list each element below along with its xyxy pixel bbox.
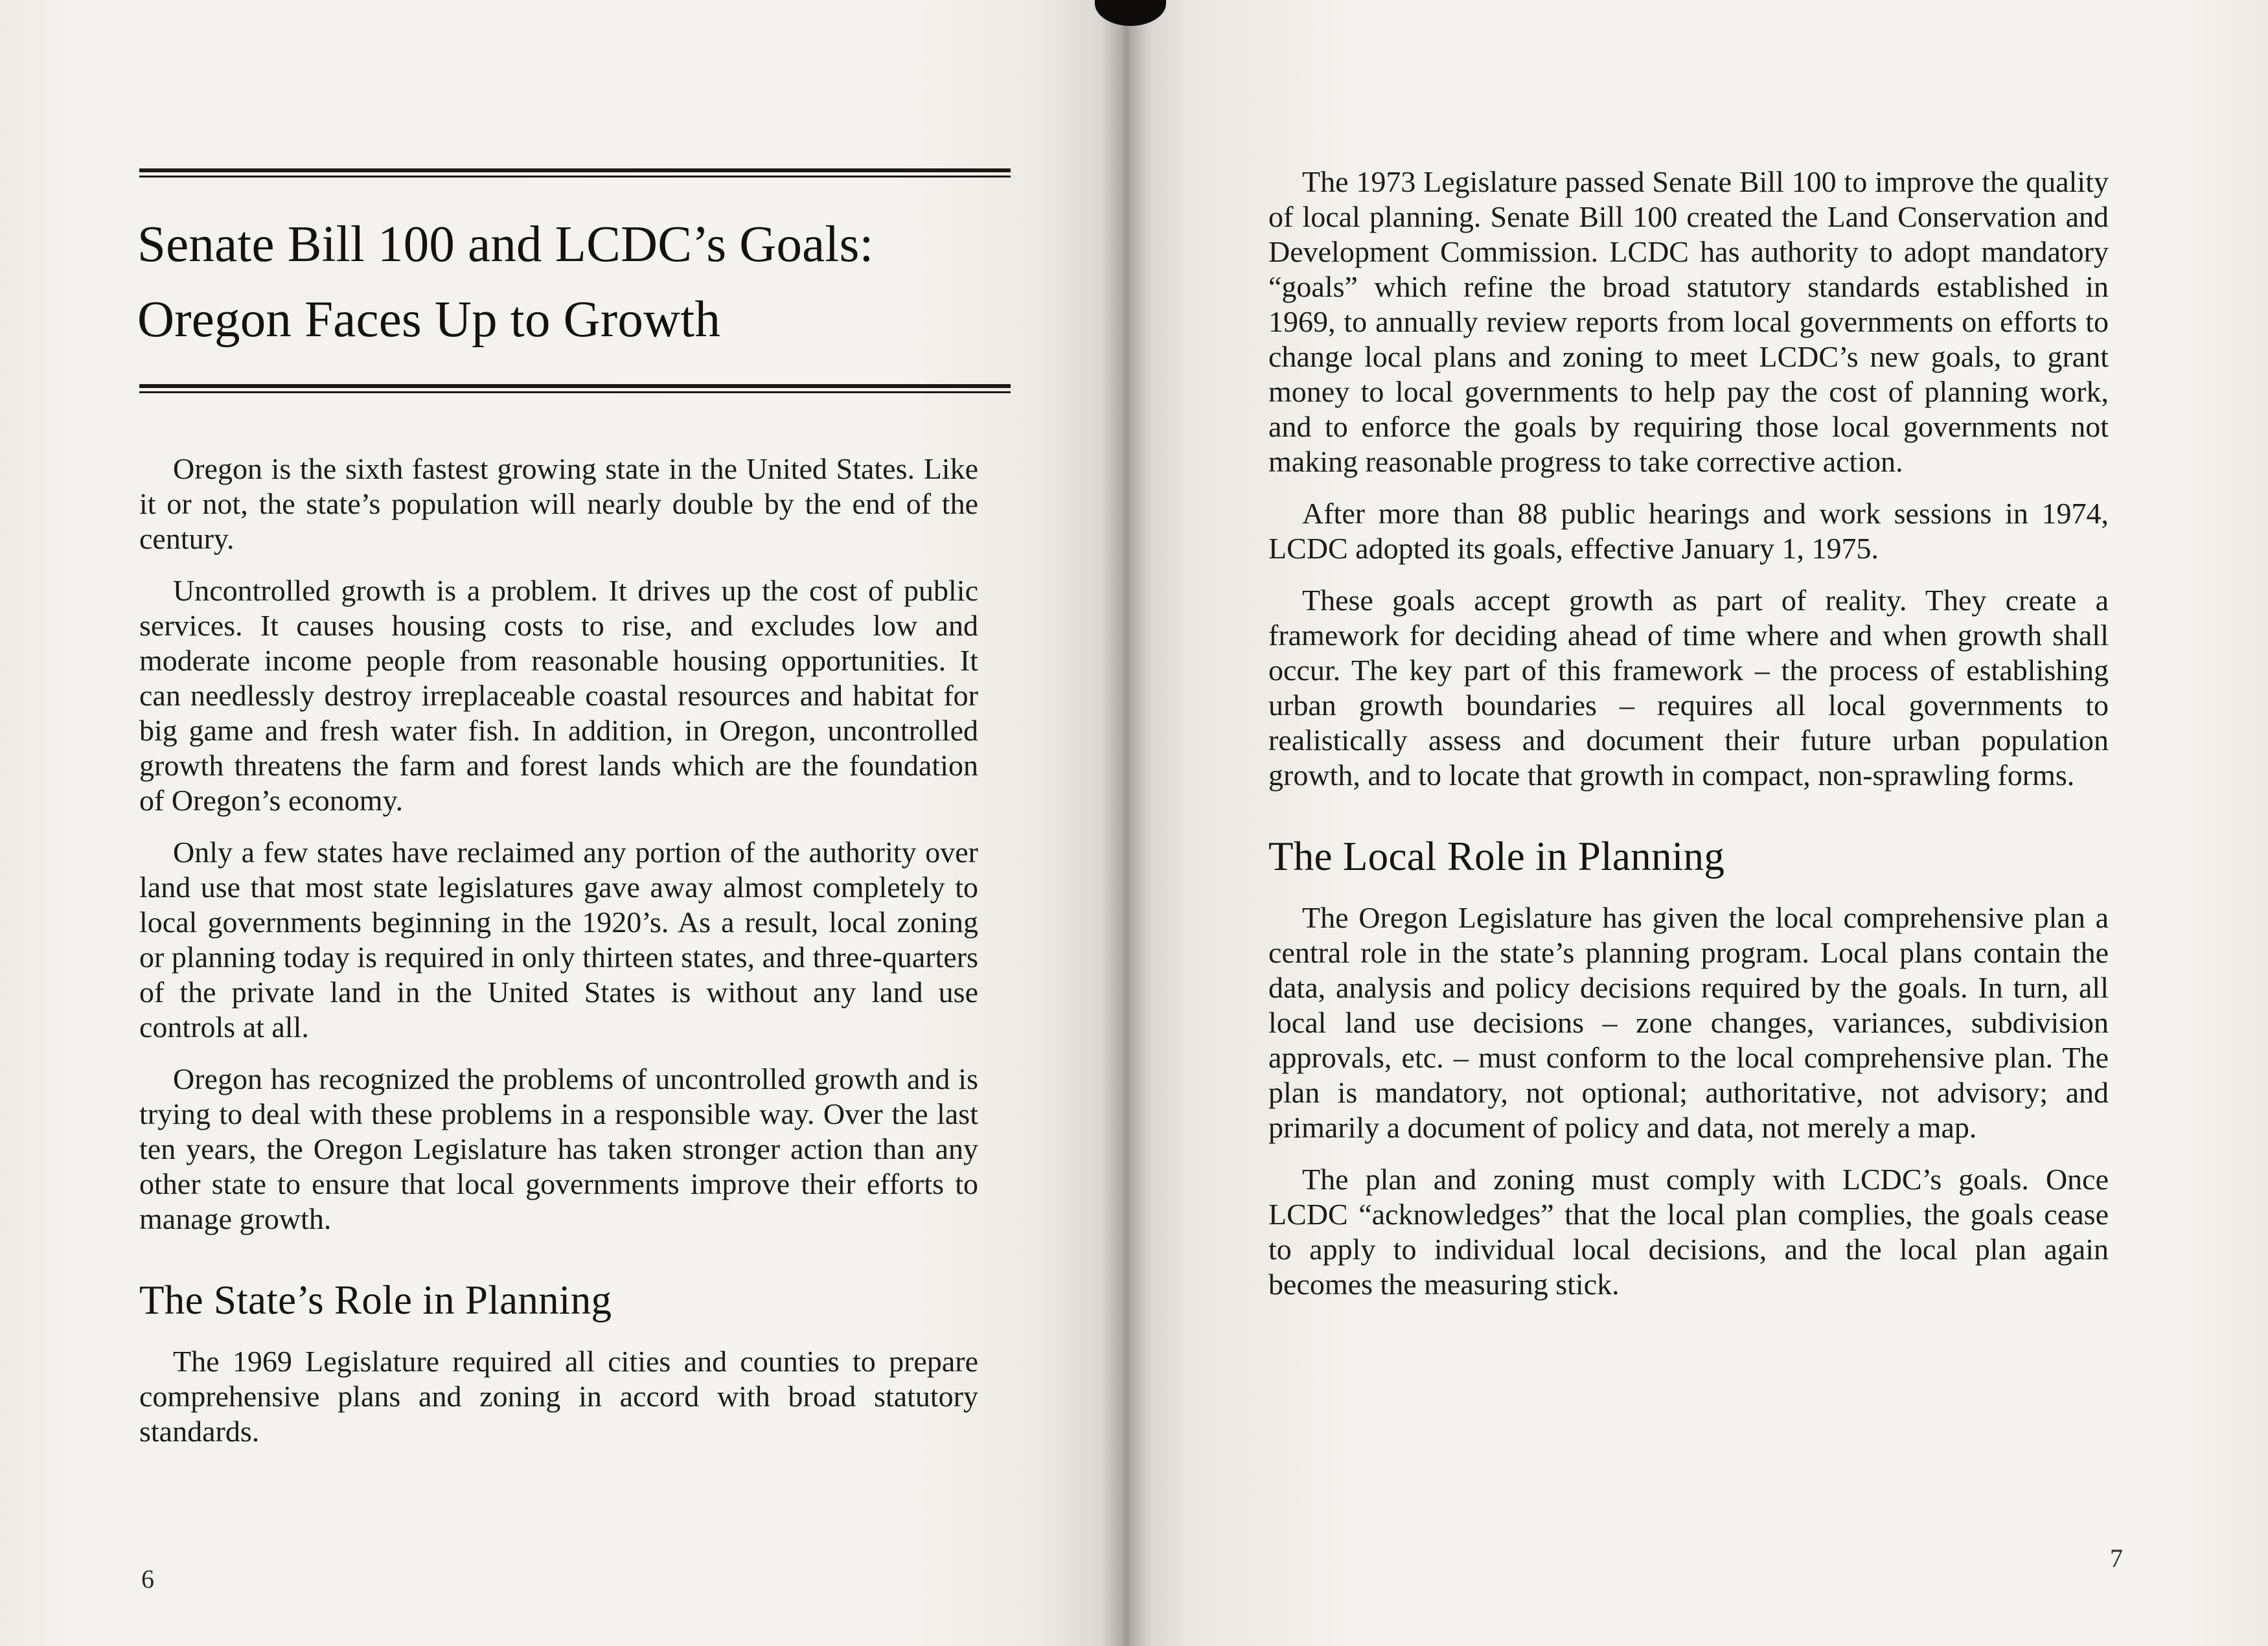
paragraph-uncontrolled-growth: Uncontrolled growth is a problem. It drives up the cost of public services. It causes housing costs to rise, and excludes low and moderate income people from reasonable housing opportunities. It can needlessly destroy irreplaceable coastal resources and habitat for big game and fresh water fish. In addition, in Oregon, uncontrolled growth threatens the farm and forest lands which are the foundation of Oregon’s economy. [139, 574, 978, 817]
title-line-2: Oregon Faces Up to Growth [137, 291, 721, 348]
right-page [1123, 0, 2268, 1646]
paragraph-1969-legislature: The 1969 Legislature required all cities and counties to prepare comprehensive plans and zoning in accord with broad statutory standards. [139, 1345, 978, 1448]
page-number-left: 6 [141, 1564, 154, 1594]
paragraph-goals-framework: These goals accept growth as part of reality. They create a framework for deciding ahead of time where and when growth shall occur. The key part of this framework – the process of establishing urban growth boundaries – requires all local governments to realistically assess and document their future urban population growth, and to locate that growth in compact, non-sprawling forms. [1268, 584, 2109, 792]
subheading-local-role: The Local Role in Planning [1268, 834, 1725, 879]
left-page [0, 0, 1123, 1646]
paragraph-oregon-response: Oregon has recognized the problems of uncontrolled growth and is trying to deal with these problems in a responsible way. Over the last ten years, the Oregon Legislature has taken stronger action than any other state to ensure that local governments improve their efforts to manage growth. [139, 1062, 978, 1235]
title-rule-bottom [139, 384, 1011, 393]
page-title [137, 207, 1018, 358]
subheading-state-role: The State’s Role in Planning [139, 1277, 612, 1323]
paragraph-comprehensive-plan: The Oregon Legislature has given the local comprehensive plan a central role in the state’s planning program. Local plans contain the data, analysis and policy decisions required by the goals. In turn, all local land use decisions – zone changes, variances, subdivision approvals, etc. – must conform to the local comprehensive plan. The plan is mandatory, not optional; authoritative, not advisory; and primarily a document of policy and data, not merely a map. [1268, 901, 2109, 1144]
left-text-column [139, 452, 978, 1466]
paragraph-growth-rate: Oregon is the sixth fastest growing state in the United States. Like it or not, the state’s population will nearly double by the end of the century. [139, 452, 978, 555]
title-rule-top [139, 168, 1011, 177]
title-line-1: Senate Bill 100 and LCDC’s Goals: [137, 216, 874, 273]
paragraph-public-hearings: After more than 88 public hearings and work sessions in 1974, LCDC adopted its goals, effective January 1, 1975. [1268, 497, 2109, 565]
paragraph-senate-bill-100: The 1973 Legislature passed Senate Bill 100 to improve the quality of local planning. Senate Bill 100 created the Land Conservation and Development Commission. LCDC has authority to adopt mandatory “goals” which refine the broad statutory standards established in 1969, to annually review reports from local governments on efforts to change local plans and zoning to meet LCDC’s new goals, to grant money to local governments to help pay the cost of planning work, and to enforce the goals by requiring those local governments not making reasonable progress to take corrective action. [1268, 165, 2109, 478]
right-text-column [1268, 165, 2109, 1319]
paragraph-state-authority: Only a few states have reclaimed any portion of the authority over land use that most state legislatures gave away almost completely to local governments beginning in the 1920’s. As a result, local zoning or planning today is required in only thirteen states, and three-quarters of the private land in the United States is without any land use controls at all. [139, 836, 978, 1044]
page-number-right: 7 [2110, 1544, 2123, 1573]
paragraph-acknowledgement: The plan and zoning must comply with LCDC’s goals. Once LCDC “acknowledges” that the local plan complies, the goals cease to apply to individual local decisions, and the local plan again becomes the measuring stick. [1268, 1163, 2109, 1301]
